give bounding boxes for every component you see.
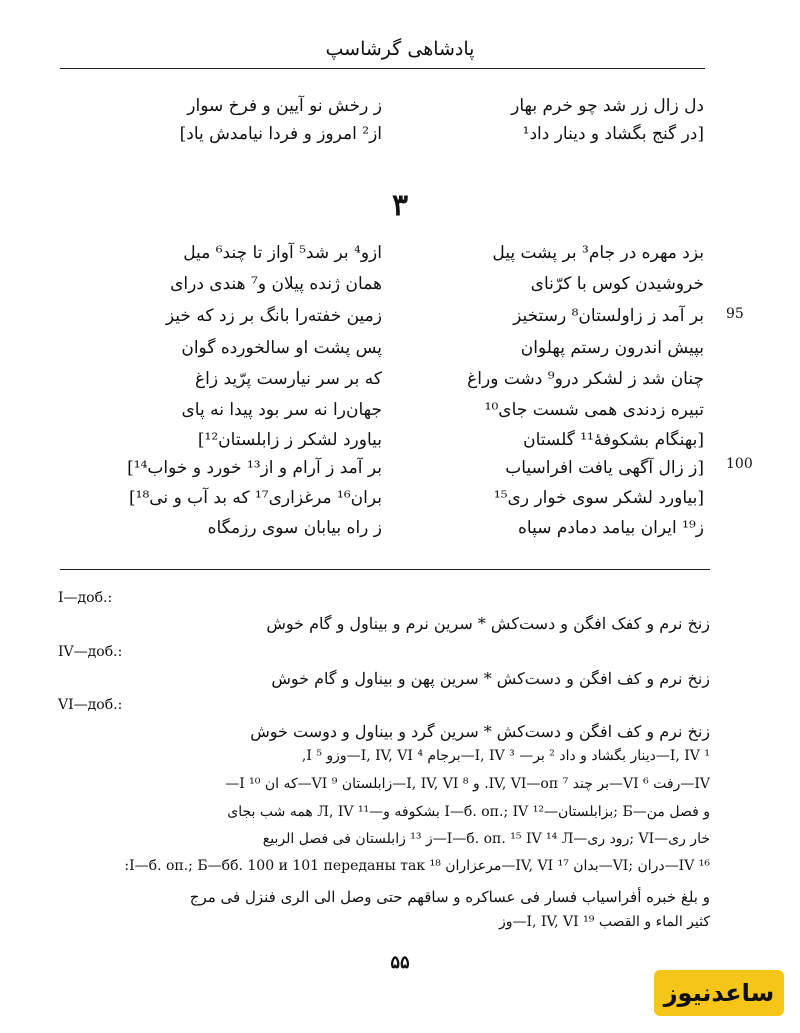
verse-left-top-1: ز رخش نو آیین و فرخ سوار bbox=[187, 96, 382, 116]
footnote-line: زنخ نرم و کف افگن و دست‌کش * سرین پهن و بیناول و گام خوش bbox=[271, 669, 710, 688]
verse-left: بران¹⁶ مرغزاری¹⁷ که بد آب و نی¹⁸] bbox=[128, 488, 382, 508]
verse-left-top-2: از² امروز و فردا نیامدش یاد] bbox=[179, 124, 382, 144]
verse-right: [بهنگام بشکوفهٔ¹¹ گلستان bbox=[523, 430, 704, 450]
verse-left: همان ژنده پیلان و⁷ هندی درای bbox=[170, 274, 382, 294]
verse-left: بیاورد لشکر ز زابلستان¹²] bbox=[197, 430, 382, 450]
verse-right: [بیاورد لشکر سوی خوار ری¹⁵ bbox=[493, 488, 704, 508]
header-rule bbox=[60, 68, 705, 69]
verse-left: بر آمد ز آرام و از¹³ خورد و خواب¹⁴] bbox=[127, 458, 382, 478]
verse-left: ازو⁴ بر شد⁵ آواز تا چند⁶ میل bbox=[183, 243, 382, 263]
verse-right: چنان شد ز لشکر درو⁹ دشت وراغ bbox=[467, 369, 704, 389]
verse-right-top-1: دل زال زر شد چو خرم بهار bbox=[511, 96, 704, 116]
verse-left: زمین خفته‌را بانگ بر زد که خیز bbox=[165, 306, 382, 326]
watermark-logo: ساعدنیوز bbox=[654, 970, 784, 1016]
footnote-line: زنخ نرم و کفک افگن و دست‌کش * سرین نرم و بیناول و گام خوش bbox=[266, 614, 710, 633]
footnote-line: IV—رفت ⁶ VI—بر چند ⁷ IV, VI—оп. و ⁸ I, IV, VI—زابلستان ⁹ VI—که ان ¹⁰ I— bbox=[225, 776, 710, 792]
verse-left: پس پشت او سالخورده گوان bbox=[181, 338, 382, 358]
footnote-rule bbox=[60, 569, 710, 570]
verse-right: بر آمد ز زاولستان⁸ رستخیز bbox=[513, 306, 704, 326]
footnote-line: کثیر الماء و القصب ¹⁹ I, IV, VI—وز bbox=[498, 914, 710, 930]
verse-right: [ز زال آگهی یافت افراسیاب bbox=[505, 458, 704, 478]
verse-left: که بر سر نیارست پرّید زاغ bbox=[195, 369, 382, 389]
footnote-line: خار ری—VI ;رود ری—I—б. оп. ¹⁵ IV ¹⁴ Л—ز ¹³ زابلستان فی فصل الربیع bbox=[262, 831, 710, 847]
section-number: ۳ bbox=[391, 188, 409, 223]
verse-right: خروشیدن کوس با کرّنای bbox=[530, 274, 704, 294]
footnote-line: و فصل من—Б ;بزابلستان—I—б. оп.; IV ¹² بشکوفه و—Л, IV ¹¹ همه شب بجای bbox=[227, 804, 710, 820]
line-number: 95 bbox=[726, 306, 744, 322]
verse-left: ز راه بیابان سوی رزمگاه bbox=[207, 518, 382, 538]
footnote-line: ¹⁶ IV—دران ;VI—بدان ¹⁷ IV, VI—مرعزاران ¹⁸ I—б. оп.; Б—бб. 100 и 101 переданы так: bbox=[124, 858, 710, 874]
footnote-line: زنخ نرم و کف افگن و دست‌کش * سرین گرد و بیناول و دوست خوش bbox=[250, 722, 710, 741]
verse-right: تبیره زدندی همی شست جای¹⁰ bbox=[484, 400, 704, 420]
verse-right-top-2: [در گنج بگشاد و دینار داد¹ bbox=[522, 124, 704, 144]
running-header: پادشاهی گرشاسپ bbox=[325, 38, 475, 60]
footnote-variant-label: IV—доб.: bbox=[58, 644, 123, 660]
footnote-variant-label: VI—доб.: bbox=[58, 697, 123, 713]
verse-right: بپیش اندرون رستم پهلوان bbox=[520, 338, 704, 358]
footnote-variant-label: I—доб.: bbox=[58, 590, 113, 606]
page-number: ۵۵ bbox=[390, 952, 410, 973]
verse-right: بزد مهره در جام³ بر پشت پیل bbox=[492, 243, 704, 263]
verse-left: جهان‌را نه سر بود پیدا نه پای bbox=[181, 400, 382, 420]
footnote-line: ¹ I, IV—دینار بگشاد و داد ² بر— ³ I, IV—برجام ⁴ I, IV, VI—وزو ⁵ I, bbox=[301, 748, 710, 764]
verse-right: ز¹⁹ ایران بیامد دمادم سپاه bbox=[518, 518, 704, 538]
footnote-line: و بلغ خبره أفراسیاب فسار فی عساکره و ساقهم حتی وصل الی الری فنزل فی مرج bbox=[189, 888, 710, 906]
line-number: 100 bbox=[726, 456, 753, 472]
